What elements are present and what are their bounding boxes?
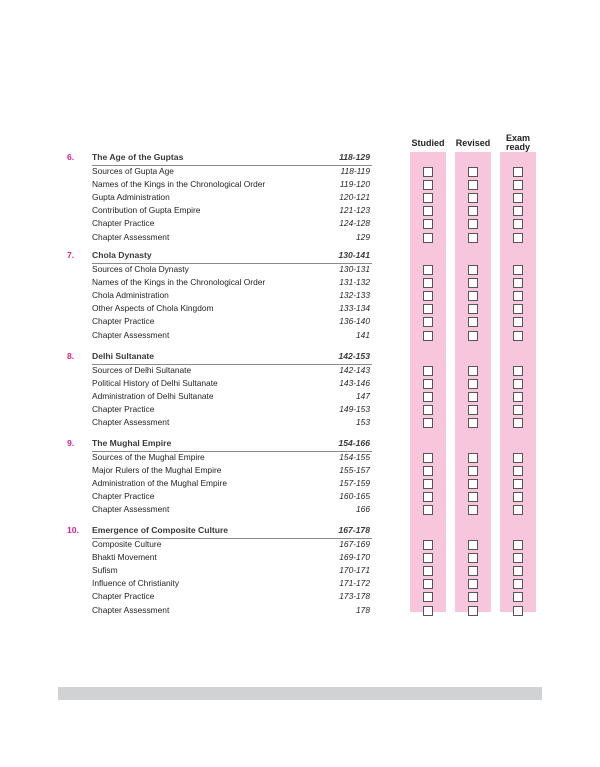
studied-checkbox[interactable] [423,606,433,616]
studied-checkbox[interactable] [423,479,433,489]
revised-checkbox[interactable] [468,304,478,314]
studied-checkbox[interactable] [423,291,433,301]
studied-checkbox[interactable] [423,193,433,203]
revised-column-header: Revised [455,138,491,148]
exam-ready-checkbox[interactable] [513,505,523,515]
revised-checkbox[interactable] [468,405,478,415]
exam-ready-checkbox[interactable] [513,219,523,229]
topic-pages: 166 [356,504,370,515]
studied-checkbox[interactable] [423,379,433,389]
studied-checkbox[interactable] [423,492,433,502]
exam-ready-checkbox[interactable] [513,579,523,589]
topic-row [92,166,370,178]
topic-pages: 118-119 [340,165,370,176]
chapter-heading [67,152,372,164]
topic-pages: 132-133 [339,289,370,300]
chapter-title: Chola Dynasty [92,250,152,260]
chapter-title: The Age of the Guptas [92,152,184,162]
topic-title: Administration of Delhi Sultanate [92,390,214,401]
topic-row [92,303,370,315]
exam-ready-checkbox[interactable] [513,540,523,550]
topic-row [92,417,370,429]
chapter-title: The Mughal Empire [92,438,172,448]
topic-row [92,504,370,516]
revised-checkbox[interactable] [468,278,478,288]
exam-ready-header-line1: Exam [505,133,531,143]
topic-title: Composite Culture [92,538,162,549]
studied-checkbox[interactable] [423,278,433,288]
topic-row [92,179,370,191]
studied-checkbox[interactable] [423,180,433,190]
topic-pages: 143-146 [339,377,370,388]
topic-pages: 155-157 [339,464,370,475]
topic-row [92,404,370,416]
revised-checkbox[interactable] [468,566,478,576]
topic-pages: 141 [356,329,370,340]
topic-title: Chola Administration [92,289,169,300]
topic-pages: 133-134 [339,303,370,314]
topic-row [92,539,370,551]
exam-ready-checkbox[interactable] [513,180,523,190]
revised-checkbox[interactable] [468,366,478,376]
chapter-heading [67,250,372,262]
chapter-heading [67,351,372,363]
topic-pages: 129 [356,231,370,242]
topic-title: Bhakti Movement [92,551,157,562]
chapter-title: Emergence of Composite Culture [92,525,229,535]
topic-pages: 130-131 [339,263,370,274]
topic-title: Chapter Practice [92,404,155,415]
studied-checkbox[interactable] [423,579,433,589]
exam-ready-checkbox[interactable] [513,167,523,177]
topic-pages: 153 [356,417,370,428]
chapter-number: 10. [67,525,79,535]
chapter-number: 7. [67,250,75,260]
studied-checkbox[interactable] [423,453,433,463]
studied-checkbox[interactable] [423,233,433,243]
chapter-pages: 118-129 [339,152,370,162]
studied-checkbox[interactable] [423,219,433,229]
topic-pages: 167-169 [339,538,370,549]
topic-row [92,452,370,464]
topic-pages: 169-170 [339,551,370,562]
topic-title: Chapter Practice [92,491,155,502]
topic-pages: 157-159 [339,477,370,488]
topic-title: Chapter Assessment [92,417,170,428]
studied-checkbox[interactable] [423,331,433,341]
revised-checkbox[interactable] [468,379,478,389]
topic-title: Chapter Practice [92,218,155,229]
topic-pages: 173-178 [339,591,370,602]
topic-pages: 142-143 [339,364,370,375]
topic-title: Gupta Administration [92,191,170,202]
revised-checkbox[interactable] [468,479,478,489]
topic-pages: 136-140 [339,316,370,327]
topic-row [92,205,370,217]
topic-row [92,478,370,490]
revised-checkbox[interactable] [468,540,478,550]
exam-ready-checkbox[interactable] [513,366,523,376]
exam-ready-checkbox[interactable] [513,479,523,489]
revised-checkbox[interactable] [468,291,478,301]
studied-checkbox[interactable] [423,540,433,550]
revised-checkbox[interactable] [468,505,478,515]
exam-ready-checkbox[interactable] [513,592,523,602]
chapter-number: 9. [67,438,75,448]
topic-title: Sources of the Mughal Empire [92,451,205,462]
topic-pages: 154-155 [339,451,370,462]
studied-checkbox[interactable] [423,366,433,376]
chapter-heading [67,525,372,537]
chapter-pages: 167-178 [338,525,370,535]
chapter-pages: 154-166 [338,438,370,448]
topic-pages: 149-153 [339,404,370,415]
studied-checkbox[interactable] [423,553,433,563]
topic-title: Administration of the Mughal Empire [92,477,227,488]
topic-title: Influence of Christianity [92,578,180,589]
topic-row [92,378,370,390]
topic-title: Sources of Chola Dynasty [92,263,189,274]
exam-ready-checkbox[interactable] [513,193,523,203]
topic-title: Chapter Assessment [92,504,170,515]
exam-ready-column-header [496,134,540,152]
topic-row [92,316,370,328]
exam-ready-checkbox[interactable] [513,331,523,341]
studied-checkbox[interactable] [423,206,433,216]
studied-checkbox[interactable] [423,405,433,415]
topic-row [92,565,370,577]
revised-checkbox[interactable] [468,331,478,341]
topic-title: Chapter Assessment [92,604,170,615]
revised-checkbox[interactable] [468,219,478,229]
exam-ready-checkbox[interactable] [513,206,523,216]
topic-row [92,605,370,617]
studied-checkbox[interactable] [423,317,433,327]
revised-checkbox[interactable] [468,233,478,243]
topic-title: Contribution of Gupta Empire [92,205,201,216]
studied-checkbox[interactable] [423,505,433,515]
revised-checkbox[interactable] [468,180,478,190]
topic-pages: 131-132 [339,276,370,287]
exam-ready-checkbox[interactable] [513,291,523,301]
revised-checkbox[interactable] [468,592,478,602]
topic-title: Names of the Kings in the Chronological Order [92,276,266,287]
exam-ready-checkbox[interactable] [513,317,523,327]
studied-checkbox[interactable] [423,466,433,476]
studied-checkbox[interactable] [423,167,433,177]
topic-title: Major Rulers of the Mughal Empire [92,464,222,475]
topic-pages: 121-123 [339,205,370,216]
topic-title: Chapter Practice [92,316,155,327]
exam-ready-checkbox[interactable] [513,606,523,616]
topic-title: Chapter Practice [92,591,155,602]
topic-row [92,218,370,230]
revised-checkbox[interactable] [468,466,478,476]
topic-row [92,578,370,590]
topic-row [92,591,370,603]
revised-checkbox[interactable] [468,206,478,216]
topic-row [92,330,370,342]
topic-pages: 170-171 [339,564,370,575]
chapter-number: 6. [67,152,75,162]
exam-ready-checkbox[interactable] [513,466,523,476]
revised-checkbox[interactable] [468,553,478,563]
revised-checkbox[interactable] [468,418,478,428]
topic-pages: 171-172 [339,578,370,589]
studied-column-header: Studied [411,138,445,148]
topic-row [92,491,370,503]
topic-row [92,277,370,289]
revised-checkbox[interactable] [468,606,478,616]
revised-checkbox[interactable] [468,193,478,203]
topic-row [92,465,370,477]
exam-ready-checkbox[interactable] [513,405,523,415]
revised-checkbox[interactable] [468,492,478,502]
revised-checkbox[interactable] [468,317,478,327]
studied-checkbox[interactable] [423,418,433,428]
topic-title: Sources of Gupta Age [92,165,174,176]
exam-ready-checkbox[interactable] [513,392,523,402]
studied-checkbox[interactable] [423,392,433,402]
exam-ready-checkbox[interactable] [513,278,523,288]
topic-row [92,391,370,403]
exam-ready-checkbox[interactable] [513,492,523,502]
topic-title: Chapter Assessment [92,231,170,242]
revised-checkbox[interactable] [468,167,478,177]
exam-ready-checkbox[interactable] [513,566,523,576]
chapter-title: Delhi Sultanate [92,351,155,361]
chapter-pages: 142-153 [338,351,370,361]
topic-row [92,552,370,564]
topic-pages: 160-165 [339,491,370,502]
exam-ready-checkbox[interactable] [513,304,523,314]
exam-ready-checkbox[interactable] [513,379,523,389]
exam-ready-checkbox[interactable] [513,233,523,243]
topic-row [92,232,370,244]
studied-checkbox[interactable] [423,592,433,602]
chapter-number: 8. [67,351,75,361]
topic-title: Chapter Assessment [92,329,170,340]
exam-ready-checkbox[interactable] [513,418,523,428]
studied-checkbox[interactable] [423,265,433,275]
exam-ready-header-line2: ready [505,142,531,152]
topic-pages: 147 [356,390,370,401]
studied-checkbox[interactable] [423,304,433,314]
topic-pages: 124-128 [339,218,370,229]
exam-ready-checkbox[interactable] [513,265,523,275]
topic-row [92,290,370,302]
topic-title: Names of the Kings in the Chronological Order [92,178,266,189]
topic-pages: 120-121 [339,191,370,202]
topic-pages: 119-120 [339,178,370,189]
topic-row [92,264,370,276]
topic-title: Political History of Delhi Sultanate [92,377,218,388]
studied-checkbox[interactable] [423,566,433,576]
revised-checkbox[interactable] [468,579,478,589]
topic-row [92,365,370,377]
topic-title: Sufism [92,564,118,575]
chapter-heading [67,438,372,450]
topic-row [92,192,370,204]
footer-bar [58,687,542,700]
chapter-pages: 130-141 [338,250,370,260]
revised-checkbox[interactable] [468,392,478,402]
exam-ready-checkbox[interactable] [513,453,523,463]
topic-title: Sources of Delhi Sultanate [92,364,192,375]
revised-checkbox[interactable] [468,265,478,275]
topic-title: Other Aspects of Chola Kingdom [92,303,214,314]
topic-pages: 178 [356,604,370,615]
exam-ready-checkbox[interactable] [513,553,523,563]
revised-checkbox[interactable] [468,453,478,463]
